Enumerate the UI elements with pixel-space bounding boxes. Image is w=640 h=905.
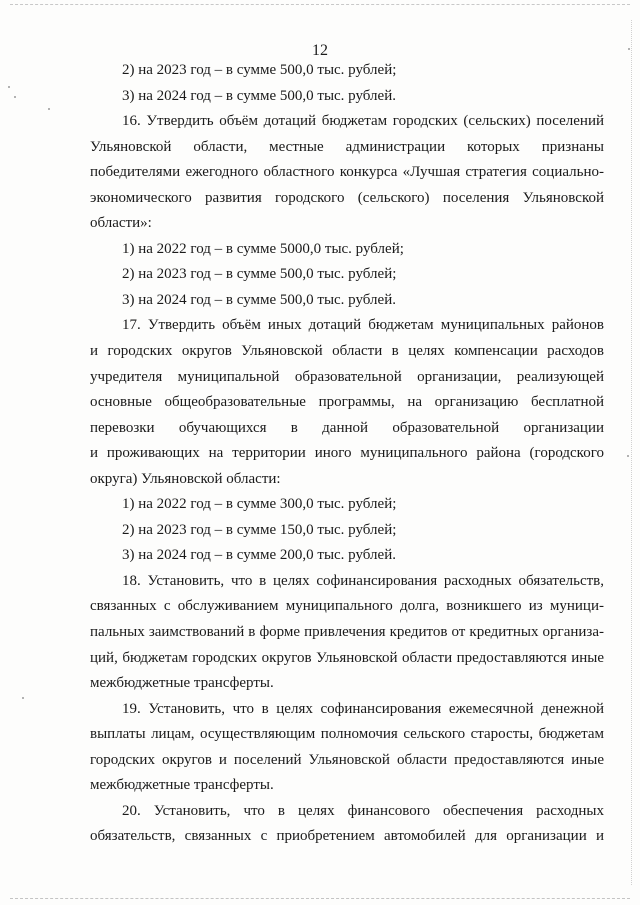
body-text [90, 58, 604, 850]
text-line: 3) на 2024 год – в сумме 500,0 тыс. рублей. [122, 87, 396, 104]
text-line: 18. Установить, что в целях софинансирования расходных обязательств, [122, 572, 604, 589]
text-line: 2) на 2023 год – в сумме 500,0 тыс. рублей; [122, 62, 397, 78]
text-line: 19. Установить, что в целях софинансирования ежемесячной денежной [122, 700, 604, 717]
text-line: 3) на 2024 год – в сумме 200,0 тыс. рублей. [122, 547, 396, 564]
page-number: 12 [312, 42, 328, 59]
text-line: и проживающих на территории иного муниципального района (городского [90, 445, 604, 462]
text-line: и городских округов Ульяновской области в целях компенсации расходов [90, 343, 604, 360]
text-line: 20. Установить, что в целях финансового обеспечения расходных [122, 802, 604, 819]
text-line: Ульяновской области, местные администрации которых признаны [90, 138, 604, 155]
scan-edge-right [631, 20, 632, 885]
text-line: ций, бюджетам городских округов Ульяновской области предоставляются иные [90, 649, 604, 666]
text-line: межбюджетные трансферты. [90, 777, 274, 794]
text-line: 17. Утвердить объём иных дотаций бюджетам муниципальных районов [122, 317, 604, 334]
text-line: 1) на 2022 год – в сумме 300,0 тыс. рублей; [122, 496, 397, 513]
text-line: перевозки обучающихся в данной образовательной организации [90, 419, 604, 436]
text-line: пальных заимствований в форме привлечения кредитов от кредитных организа- [90, 624, 604, 641]
text-line: выплаты лицам, осуществляющим полномочия сельского старосты, бюджетам [90, 726, 604, 743]
text-line: основные общеобразовательные программы, на организацию бесплатной [90, 394, 604, 411]
scan-speck [627, 455, 629, 457]
text-line: связанных с обслуживанием муниципального долга, возникшего из муници- [90, 598, 604, 615]
text-line: области»: [90, 215, 152, 232]
scan-speck [22, 697, 24, 699]
scan-edge-top [10, 4, 630, 5]
scan-edge-bottom [10, 898, 630, 899]
text-line: обязательств, связанных с приобретением автомобилей для организации и [90, 828, 604, 845]
text-line: 16. Утвердить объём дотаций бюджетам городских (сельских) поселений [122, 113, 604, 130]
text-line: экономического развития городского (сельского) поселения Ульяновской [90, 189, 604, 206]
text-line: учредителя муниципальной образовательной организации, реализующей [90, 368, 604, 385]
text-line: 2) на 2023 год – в сумме 150,0 тыс. рублей; [122, 521, 397, 538]
scan-speck [8, 86, 10, 88]
text-line: 1) на 2022 год – в сумме 5000,0 тыс. рублей; [122, 240, 404, 257]
scan-speck [14, 96, 16, 98]
text-line: межбюджетные трансферты. [90, 675, 274, 692]
scan-speck [48, 108, 50, 110]
text-line: 2) на 2023 год – в сумме 500,0 тыс. рублей; [122, 266, 397, 283]
text-line: округа) Ульяновской области: [90, 470, 281, 487]
text-line: городских округов и поселений Ульяновской области предоставляются иные [90, 751, 604, 768]
text-line: победителями ежегодного областного конкурса «Лучшая стратегия социально- [90, 164, 604, 181]
text-line: 3) на 2024 год – в сумме 500,0 тыс. рублей. [122, 291, 396, 308]
